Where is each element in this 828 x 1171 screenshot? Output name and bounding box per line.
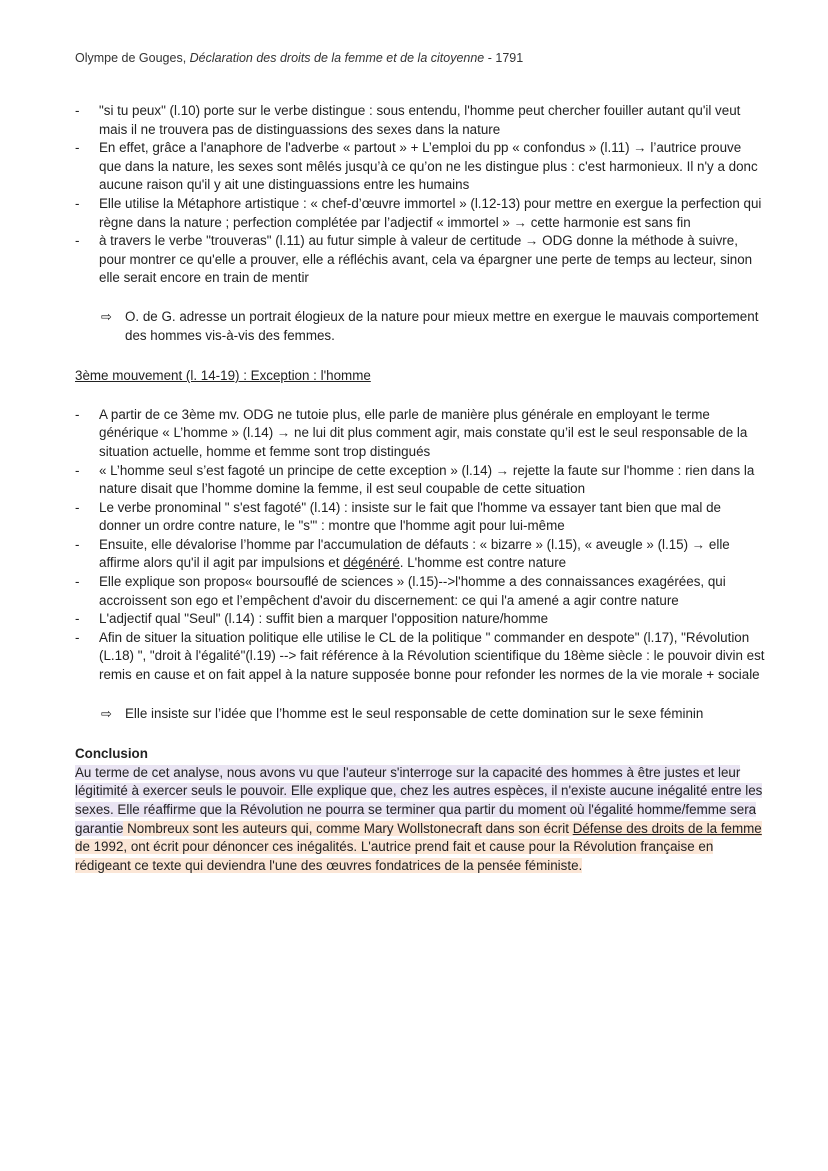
right-arrow-outline-icon: ⇨ <box>101 705 112 721</box>
list-item: - En effet, grâce a l'anaphore de l'adverbe « partout » + L’emploi du pp « confondus » (l.11) → l’autrice prouve que dans la nature, les sexes sont mêlés jusqu’à ce qu’on ne les distingue plus : c'est harmonieux. Il n'y a donc aucune raison qu'il y ait une distinguassions entre les humains <box>75 139 765 195</box>
underlined-book-title: Défense des droits de la femme <box>572 820 762 836</box>
list-item-text: Ensuite, elle dévalorise l’homme par l'accumulation de défauts : « bizarre » (l.15), « aveugle » (l.15) → elle affirme alors qu'il il agit par impulsions et <box>99 536 730 571</box>
highlighted-text-purple: Au terme de cet analyse, nous avons vu que l'auteur s'interroge sur la capacité des hommes à être justes et leur légitimité à exercer seuls le pouvoir. Elle explique que, chez les autres espèces, il n'existe aucune inégalité entre les sexes. Elle réaffirme que la Révolution ne pourra se terminer qua partir du moment où l'égalité homme/femme sera garantie <box>75 764 763 836</box>
list-item: - Elle explique son propos« boursouflé de sciences » (l.15)-->l'homme a des connaissances exagérées, qui accroissent son ego et l’empêchent d'avoir du discernement: ce qui l'a amené a agir contre nature <box>75 573 765 610</box>
highlighted-text-peach: Nombreux sont les auteurs qui, comme Mary Wollstonecraft dans son écrit <box>123 820 573 836</box>
list-item-text: . L'homme est contre nature <box>399 555 567 571</box>
part3-conclusion <box>75 705 765 724</box>
list-item: - « L’homme seul s’est fagoté un principe de cette exception » (l.14) → rejette la faute sur l'homme : rien dans la nature disait que l’homme domine la femme, il est seul coupable de cette situation <box>75 462 765 499</box>
conclusion-paragraph <box>75 764 765 876</box>
document-body <box>75 102 765 875</box>
list-item: - Elle utilise la Métaphore artistique : « chef-d’œuvre immortel » (l.12-13) pour mettre en exergue la perfection qui règne dans la nature ; perfection complétée par l’adjectif « immortel » → cette harmonie est sans fin <box>75 195 765 232</box>
list-item: - A partir de ce 3ème mv. ODG ne tutoie plus, elle parle de manière plus générale en employant le terme générique « L’homme » (l.14) → ne lui dit plus comment agir, mais constate qu’il est le seul responsable de la situation actuelle, homme et femme sont trop distingués <box>75 406 765 462</box>
list-item: - Afin de situer la situation politique elle utilise le CL de la politique " commander en despote" (l.17), "Révolution (L.18) ", "droit à l'égalité"(l.19) --> fait référence à la Révolution scientifique du 18ème siècle : le pouvoir divin est remis en cause et on fait appel à la nature supposée bonne pour refonder les normes de la vie morale + sociale <box>75 629 765 685</box>
conclusion-title: Conclusion <box>75 746 148 762</box>
part2-conclusion-text: O. de G. adresse un portrait élogieux de la nature pour mieux mettre en exergue le mauvais comportement des hommes vis-à-vis des femmes. <box>125 308 759 343</box>
part2-list <box>75 102 765 288</box>
list-item: - à travers le verbe "trouveras" (l.11) au futur simple à valeur de certitude → ODG donne la méthode à suivre, pour montrer ce qu'elle a prouver, elle a réfléchis avant, cela va épargner une perte de temps au lecteur, sinon elle serait encore en train de mentir <box>75 232 765 288</box>
highlighted-text-peach: de 1992, ont écrit pour dénoncer ces inégalités. L'autrice prend fait et cause pour la Révolution française en rédigeant ce texte qui deviendra l'une des œuvres fondatrices de la pensée féministe. <box>75 839 714 873</box>
header-author: Olympe de Gouges, <box>75 51 190 65</box>
header-work-title: Déclaration des droits de la femme et de la citoyenne <box>189 51 485 65</box>
right-arrow-outline-icon: ⇨ <box>101 308 112 324</box>
underlined-word: dégénéré <box>343 555 400 571</box>
list-item <box>75 536 765 573</box>
part3-list <box>75 406 765 685</box>
header-year: - 1791 <box>484 51 524 65</box>
part2-conclusion <box>75 308 765 345</box>
list-item: - "si tu peux" (l.10) porte sur le verbe distingue : sous entendu, l'homme peut chercher fouiller autant qu'il veut mais il ne trouvera pas de distinguassions des sexes dans la nature <box>75 102 765 139</box>
list-item: - L'adjectif qual "Seul" (l.14) : suffit bien a marquer l'opposition nature/homme <box>75 610 765 629</box>
part3-conclusion-text: Elle insiste sur l’idée que l’homme est le seul responsable de cette domination sur le sexe féminin <box>125 705 704 721</box>
page-header <box>75 51 523 65</box>
list-item: - Le verbe pronominal " s'est fagoté" (l.14) : insiste sur le fait que l'homme va essayer tant bien que mal de donner un ordre contre nature, le "s'" : montre que l'homme agit pour lui-même <box>75 499 765 536</box>
section-title-part3: 3ème mouvement (l. 14-19) : Exception : l'homme <box>75 368 371 384</box>
